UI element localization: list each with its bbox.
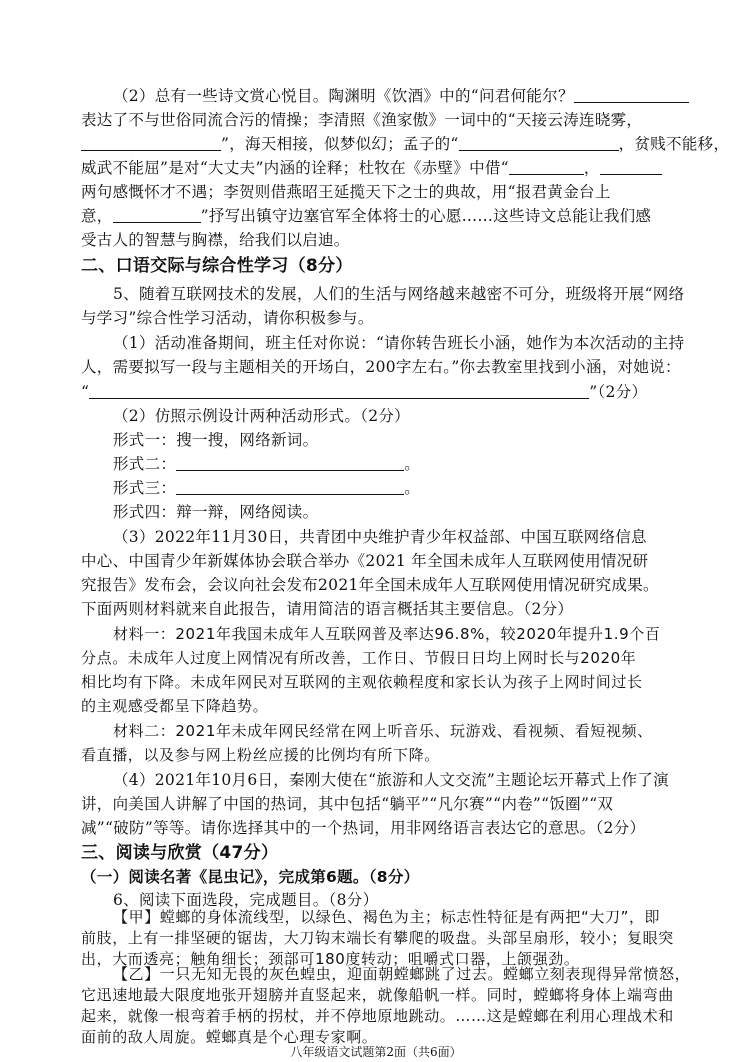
- q5-line-2: 与学习”综合性学习活动，请你积极参与。: [81, 309, 374, 327]
- section-3-heading: 三、阅读与欣赏（47分）: [81, 843, 279, 863]
- poetry-line-6: [81, 204, 651, 228]
- material-2-line-1: 材料二：2021年未成年网民经常在网上听音乐、玩游戏、看视频、看短视频、: [113, 722, 653, 740]
- passage-a-line-3: 出，大而透亮；触角细长；颈部可180度转动；咀嚼式口器，上颌强劲。: [81, 950, 580, 968]
- passage-b-line-1: 【乙】一只无知无畏的灰色蝗虫，迎面朝螳螂跳了过去。螳螂立刻表现得异常愤怒，: [113, 965, 691, 983]
- answer-blank[interactable]: [176, 478, 404, 495]
- passage-a-line-2: 前肢，上有一排坚硬的锯齿，大刀钩末端长有攀爬的吸盘。头部呈扇形，较小；复眼突: [81, 929, 674, 947]
- answer-blank[interactable]: [600, 158, 662, 175]
- answer-blank[interactable]: [113, 206, 201, 223]
- q5-1-line-3: [81, 380, 647, 404]
- form-4: 形式四：辩一辩，网络阅读。: [113, 503, 319, 521]
- text: ，贫贱不能移，: [618, 135, 730, 153]
- q5-3-line-1: （3）2022年11月30日，共青团中央维护青少年权益部、中国互联网络信息: [113, 528, 647, 546]
- q5-3-line-4: 下面两则材料就来自此报告，请用简洁的语言概括其主要信息。（2分）: [81, 600, 574, 618]
- text: ”，海天相接，似梦似幻；孟子的“: [221, 135, 459, 153]
- q5-1-line-1: （1）活动准备期间，班主任对你说：“请你转告班长小涵，她作为本次活动的主持: [113, 334, 685, 352]
- q5-4-line-3: 减”“破防”等等。请你选择其中的一个热词，用非网络语言表达它的意思。（2分）: [81, 819, 646, 837]
- q5-1-line-2: 人，需要拟写一段与主题相关的开场白，200字左右。”你去教室里找到小涵，对她说：: [81, 358, 681, 376]
- form-1: 形式一：搜一搜，网络新词。: [113, 431, 319, 449]
- answer-blank[interactable]: [81, 134, 221, 151]
- answer-blank[interactable]: [509, 158, 584, 175]
- text: 形式三：: [113, 479, 177, 497]
- form-2: [113, 452, 420, 476]
- material-1-line-2: 分点。未成年人过度上网情况有所改善，工作日、节假日日均上网时长与2020年: [81, 649, 637, 667]
- section-2-heading: 二、口语交际与综合性学习（8分）: [81, 256, 353, 276]
- q6-heading: 6、阅读下面选段，完成题目。（8分）: [113, 891, 379, 909]
- passage-b-line-4: 面前的敌人周旋。螳螂真是个心理专家啊。: [81, 1028, 378, 1046]
- text: 威武不能屈”是对“大丈夫”内涵的诠释；杜牧在《赤壁》中借“: [81, 159, 509, 177]
- poetry-line-4: [81, 156, 662, 180]
- form-3: [113, 476, 420, 500]
- passage-a-line-1: 【甲】螳螂的身体流线型，以绿色、褐色为主；标志性特征是有两把“大刀”，即: [113, 908, 661, 926]
- text: 形式二：: [113, 455, 177, 473]
- answer-blank[interactable]: [176, 454, 404, 471]
- subsection-1-heading: （一）阅读名著《昆虫记》，完成第6题。（8分）: [81, 868, 420, 886]
- text: ”（2分）: [589, 383, 648, 401]
- poetry-line-7: 受古人的智慧与胸襟，给我们以启迪。: [81, 231, 350, 249]
- q5-2: （2）仿照示例设计两种活动形式。（2分）: [113, 407, 410, 425]
- text: （2）总有一些诗文赏心悦目。陶渊明《饮酒》中的“问君何能尔？: [113, 87, 574, 105]
- text: 。: [404, 479, 421, 497]
- text: “: [81, 383, 90, 401]
- passage-b-line-3: 起来，就像一根弯着手柄的拐杖，并不停地原地跳动。……这是螳螂在利用心理战术和: [81, 1007, 674, 1025]
- text: 意，: [81, 207, 113, 225]
- material-1-line-3: 相比均有下降。未成年网民对互联网的主观依赖程度和家长认为孩子上网时间过长: [81, 673, 643, 691]
- text: ，: [583, 159, 600, 177]
- material-1-line-4: 的主观感受都呈下降趋势。: [81, 697, 269, 715]
- q5-line-1: 5、随着互联网技术的发展，人们的生活与网络越来越密不可分，班级将开展“网络: [113, 285, 685, 303]
- q5-4-line-1: （4）2021年10月6日，秦刚大使在“旅游和人文交流”主题论坛开幕式上作了演: [113, 771, 669, 789]
- poetry-line-3: [81, 132, 729, 156]
- answer-blank[interactable]: [89, 382, 589, 399]
- poetry-line-1: [113, 84, 689, 108]
- material-2-line-2: 看直播，以及参与网上粉丝应援的比例均有所下降。: [81, 746, 440, 764]
- text: ”抒写出镇守边塞官军全体将士的心愿……这些诗文总能让我们感: [200, 207, 652, 225]
- passage-b-line-2: 它迅速地最大限度地张开翅膀并直竖起来，就像船帆一样。同时，螳螂将身体上端弯曲: [81, 986, 674, 1004]
- answer-blank[interactable]: [574, 86, 689, 103]
- text: 。: [404, 455, 421, 473]
- q5-3-line-2: 中心、中国青少年新媒体协会联合举办《2021 年全国未成年人互联网使用情况研: [81, 552, 649, 570]
- page-footer: 八年级语文试题第2面（共6面）: [290, 1045, 462, 1059]
- material-1-line-1: 材料一：2021年我国未成年人互联网普及率达96.8%，较2020年提升1.9个百: [113, 625, 661, 643]
- q5-4-line-2: 讲，向美国人讲解了中国的热词，其中包括“躺平”“凡尔赛”“内卷”“饭圈”“双: [81, 795, 614, 813]
- poetry-line-2: 表达了不与世俗同流合污的情操；李清照《渔家傲》一词中的“天接云涛连晓雾，: [81, 111, 643, 129]
- q5-3-line-3: 究报告》发布会，会议向社会发布2021年全国未成年人互联网使用情况研究成果。: [81, 576, 659, 594]
- answer-blank[interactable]: [459, 134, 619, 151]
- poetry-line-5: 两句感慨怀才不遇；李贺则借燕昭王延揽天下之士的典故，用“报君黄金台上: [81, 183, 611, 201]
